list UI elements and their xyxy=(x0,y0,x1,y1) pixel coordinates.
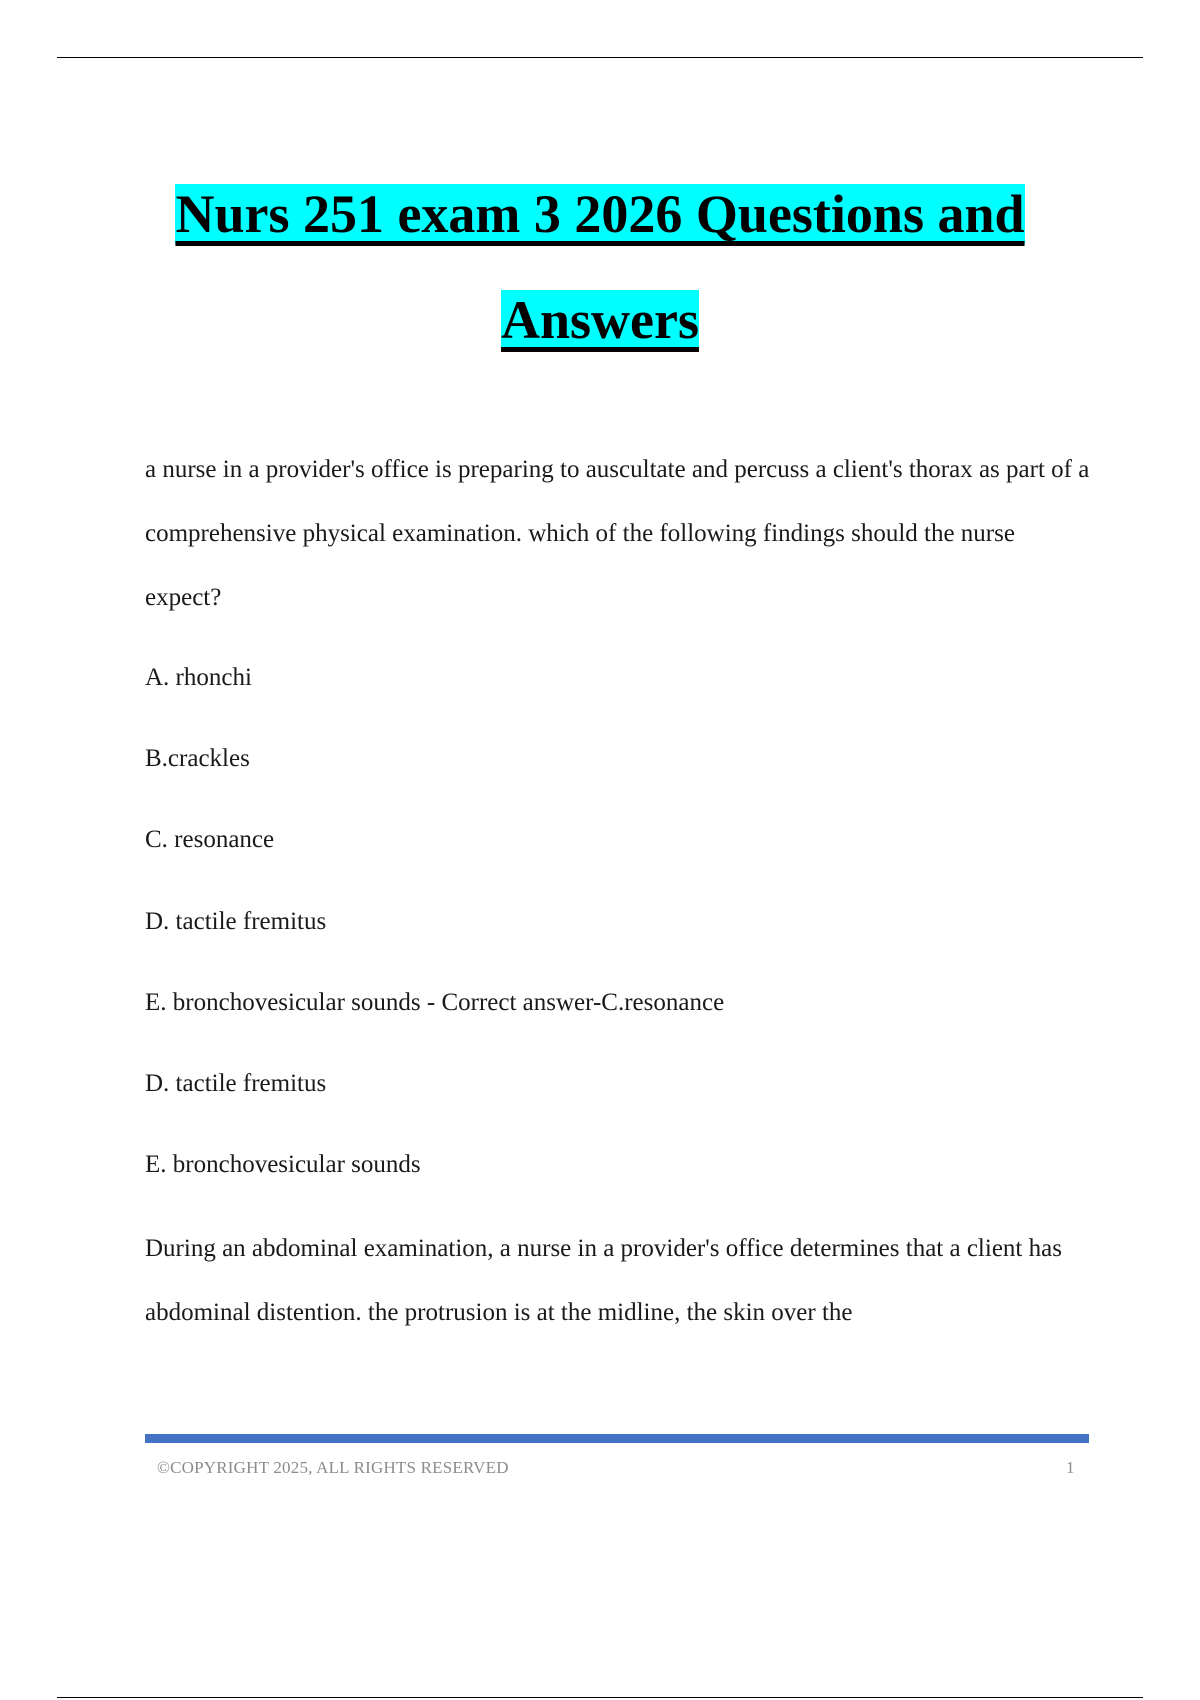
document-title xyxy=(0,168,1200,380)
question-1-option: D. tactile fremitus xyxy=(145,908,327,935)
top-rule xyxy=(57,57,1143,58)
title-line-1: Nurs 251 exam 3 2026 Questions and xyxy=(175,184,1025,244)
question-1-option: B.crackles xyxy=(145,745,250,772)
footer-bar xyxy=(145,1434,1089,1443)
question-1-option: A. rhonchi xyxy=(145,664,252,691)
question-1-option: C. resonance xyxy=(145,826,275,853)
question-1-answer: E. bronchovesicular sounds - Correct answer-C.resonance xyxy=(145,989,725,1016)
question-1-stem: a nurse in a provider's office is preparing to auscultate and percuss a client's thorax as part of a comprehensive physical examination. which of the following findings should the nurse expect? xyxy=(145,456,1090,611)
question-1-option: D. tactile fremitus xyxy=(145,1070,327,1097)
footer-copyright: ©COPYRIGHT 2025, ALL RIGHTS RESERVED xyxy=(157,1458,509,1477)
question-1-option: E. bronchovesicular sounds xyxy=(145,1151,421,1178)
title-line-2: Answers xyxy=(501,290,699,350)
page-number: 1 xyxy=(1066,1458,1075,1477)
bottom-rule xyxy=(57,1697,1143,1698)
question-2-stem: During an abdominal examination, a nurse in a provider's office determines that a client has abdominal distention. the protrusion is at the midline, the skin over the xyxy=(145,1235,1062,1326)
